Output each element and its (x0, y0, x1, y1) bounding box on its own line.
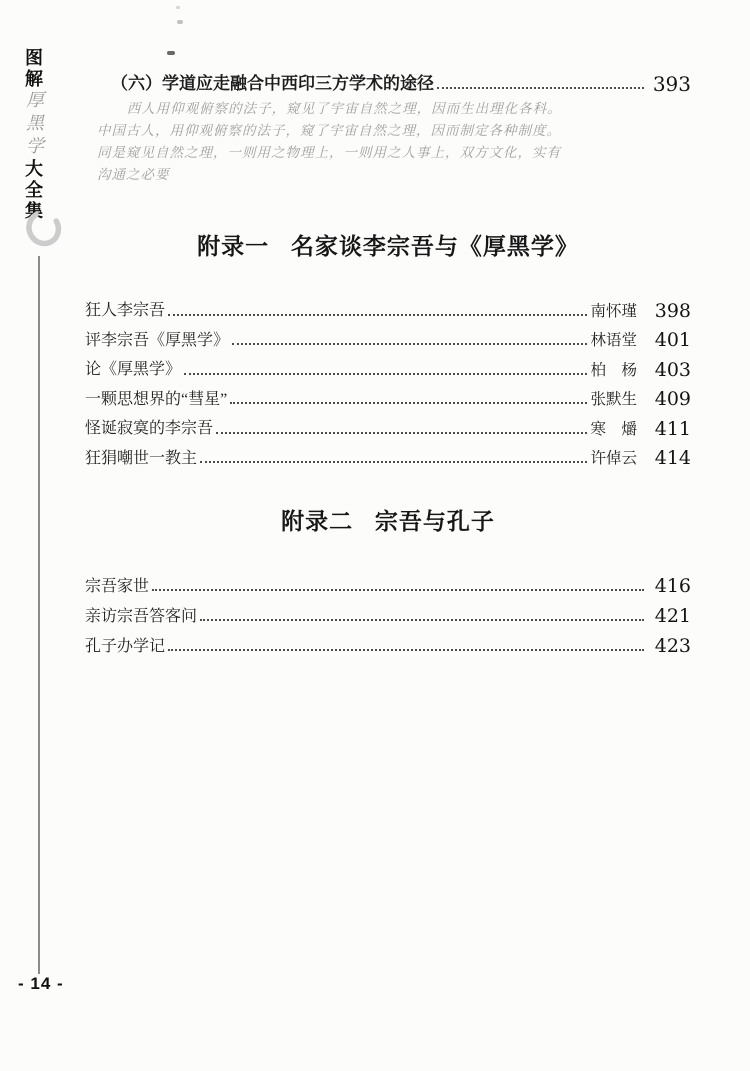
toc-lead-entry-title: （六）学道应走融合中西印三方学术的途径 (111, 74, 434, 93)
toc-entry-page: 414 (654, 447, 691, 469)
dotted-leader (168, 314, 587, 316)
toc-row (85, 350, 691, 380)
brand-prefix: 图解 (23, 48, 43, 90)
section-heading-appendix-2 (85, 503, 691, 536)
toc-entry-author: 林语堂 (590, 332, 637, 350)
annotation-line: 西人用仰观俯察的法子，窥见了宇宙自然之理，因而生出理化各科。 (126, 101, 562, 117)
dotted-leader (230, 402, 587, 404)
toc-row (85, 566, 691, 596)
toc-row (85, 596, 691, 626)
toc-row (85, 626, 691, 656)
toc-entry-page: 423 (654, 635, 691, 657)
dotted-leader (200, 619, 644, 621)
dotted-leader (168, 649, 644, 651)
section-title: 宗吾与孔子 (374, 508, 495, 534)
brand-script-title: 厚黑学 (23, 90, 44, 159)
toc-lead-entry-page: 393 (652, 72, 691, 97)
dotted-leader (216, 432, 587, 434)
toc-row (85, 439, 691, 469)
toc-entry-title: 狂人李宗吾 (85, 302, 166, 320)
toc-entry-author: 许倬云 (590, 450, 637, 468)
toc-entry-page: 409 (654, 388, 691, 410)
page-number-footer: - 14 - (18, 974, 64, 993)
dotted-leader (152, 589, 644, 591)
toc-entry-author: 寒 爝 (590, 420, 637, 438)
toc-entry-page: 411 (654, 417, 691, 440)
toc-row (85, 380, 691, 410)
toc-lead-entry (85, 72, 691, 97)
margin-annotation (97, 98, 657, 186)
toc-entry-title: 评李宗吾《厚黑学》 (85, 331, 230, 349)
toc-entry-title: 论《厚黑学》 (85, 361, 182, 379)
toc-entry-page: 421 (654, 605, 691, 627)
toc-entry-page: 416 (654, 575, 691, 597)
left-margin-rule (38, 256, 40, 974)
toc-entry-title: 一颗思想界的“彗星” (85, 390, 228, 408)
book-brand-vertical-title (24, 48, 42, 222)
toc-entry-title: 亲访宗吾答客问 (85, 607, 198, 625)
section-label: 附录一 (197, 233, 270, 259)
toc-entry-page: 403 (654, 358, 691, 381)
scan-speck (167, 51, 175, 55)
scan-speck (176, 6, 180, 9)
section-heading-appendix-1 (85, 228, 691, 261)
toc-entry-author: 南怀瑾 (590, 302, 637, 320)
section-label: 附录二 (281, 508, 354, 534)
toc-entry-title: 狂狷嘲世一教主 (85, 449, 198, 467)
annotation-line: 沟通之必要 (97, 167, 170, 183)
toc-entry-page: 398 (654, 299, 691, 322)
toc-entry-title: 怪诞寂寞的李宗吾 (85, 420, 214, 438)
annotation-line: 同是窥见自然之理，一则用之物理上，一则用之人事上，双方文化，实有 (97, 145, 561, 161)
dotted-leader (232, 343, 587, 345)
toc-list-appendix-1 (85, 291, 691, 468)
toc-list-appendix-2 (85, 566, 691, 656)
toc-entry-author: 张默生 (590, 391, 637, 409)
toc-row (85, 321, 691, 351)
brand-suffix: 大全集 (23, 159, 43, 222)
toc-entry-title: 孔子办学记 (85, 637, 166, 655)
toc-row (85, 409, 691, 439)
brand-swirl-logo-icon (22, 206, 64, 255)
dotted-leader (184, 373, 587, 375)
dotted-leader (437, 87, 644, 89)
section-title: 名家谈李宗吾与《厚黑学》 (290, 233, 579, 259)
toc-entry-page: 401 (654, 329, 691, 351)
annotation-line: 中国古人，用仰观俯察的法子，窥了宇宙自然之理，因而制定各种制度。 (97, 123, 561, 139)
toc-entry-title: 宗吾家世 (85, 577, 150, 595)
dotted-leader (200, 461, 587, 463)
toc-entry-author: 柏 杨 (590, 361, 637, 379)
scan-speck (177, 20, 183, 24)
toc-row (85, 291, 691, 321)
